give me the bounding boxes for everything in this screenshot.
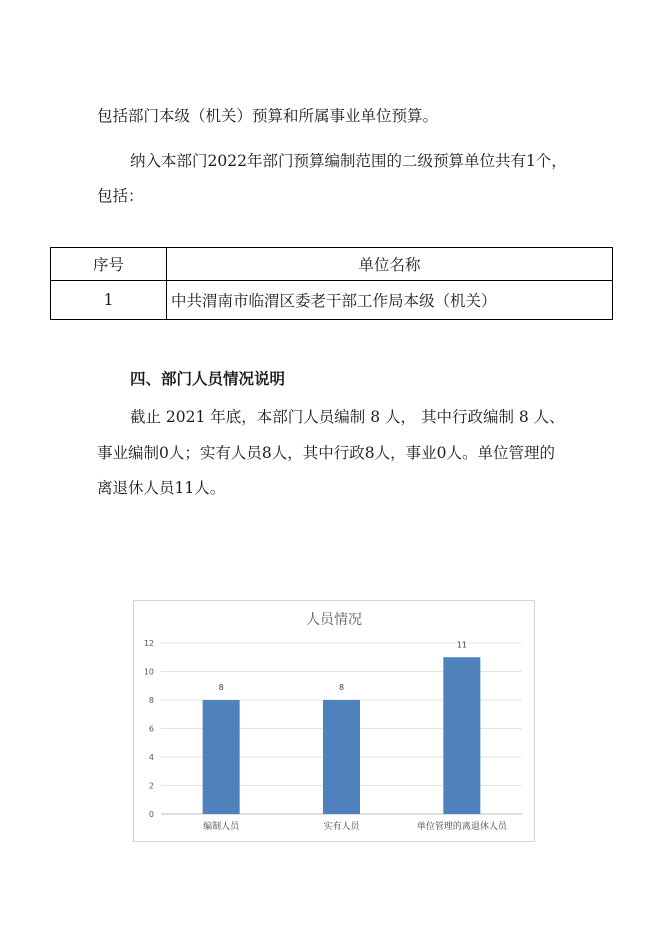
paragraph-includes: 包括： xyxy=(97,187,144,205)
personnel-text-line-2: 事业编制0人；实有人员8人，其中行政8人，事业0人。单位管理的 xyxy=(97,444,555,462)
bar xyxy=(443,657,480,814)
bar-value-label: 11 xyxy=(456,640,467,650)
bar-value-label: 8 xyxy=(218,683,224,692)
bar-value-label: 8 xyxy=(338,683,345,692)
y-tick-label: 6 xyxy=(148,724,154,734)
personnel-text-line-3: 离退休人员11人。 xyxy=(97,479,226,497)
y-tick-label: 4 xyxy=(148,753,154,762)
personnel-text-line-1: 截止 2021 年底，本部门人员编制 8 人， 其中行政编制 8 人、 xyxy=(130,408,565,426)
x-tick-label: 编制人员 xyxy=(203,822,240,832)
y-tick-label: 2 xyxy=(148,781,154,791)
bar xyxy=(203,700,240,814)
paragraph-scope: 包括部门本级（机关）预算和所属事业单位预算。 xyxy=(97,107,439,125)
units-table xyxy=(50,247,613,320)
table-row xyxy=(51,281,613,320)
personnel-bar-chart xyxy=(134,601,534,841)
row-index: 1 xyxy=(51,281,167,320)
row-unit-name: 中共渭南市临渭区委老干部工作局本级（机关） xyxy=(167,281,613,320)
header-index: 序号 xyxy=(51,248,167,281)
section-heading-personnel: 四、部门人员情况说明 xyxy=(130,370,286,388)
chart-title: 人员情况 xyxy=(306,612,362,628)
y-tick-label: 12 xyxy=(143,639,154,648)
bar xyxy=(323,700,360,814)
y-tick-label: 10 xyxy=(143,667,154,677)
personnel-chart xyxy=(133,600,535,842)
table-header-row xyxy=(51,248,613,281)
x-tick-label: 实有人员 xyxy=(323,822,360,832)
y-tick-label: 0 xyxy=(148,810,154,819)
y-tick-label: 8 xyxy=(148,696,154,705)
x-tick-label: 单位管理的离退休人员 xyxy=(416,822,507,832)
paragraph-secondary-units: 纳入本部门2022年部门预算编制范围的二级预算单位共有1个， xyxy=(130,152,567,170)
header-unit-name: 单位名称 xyxy=(167,248,613,281)
